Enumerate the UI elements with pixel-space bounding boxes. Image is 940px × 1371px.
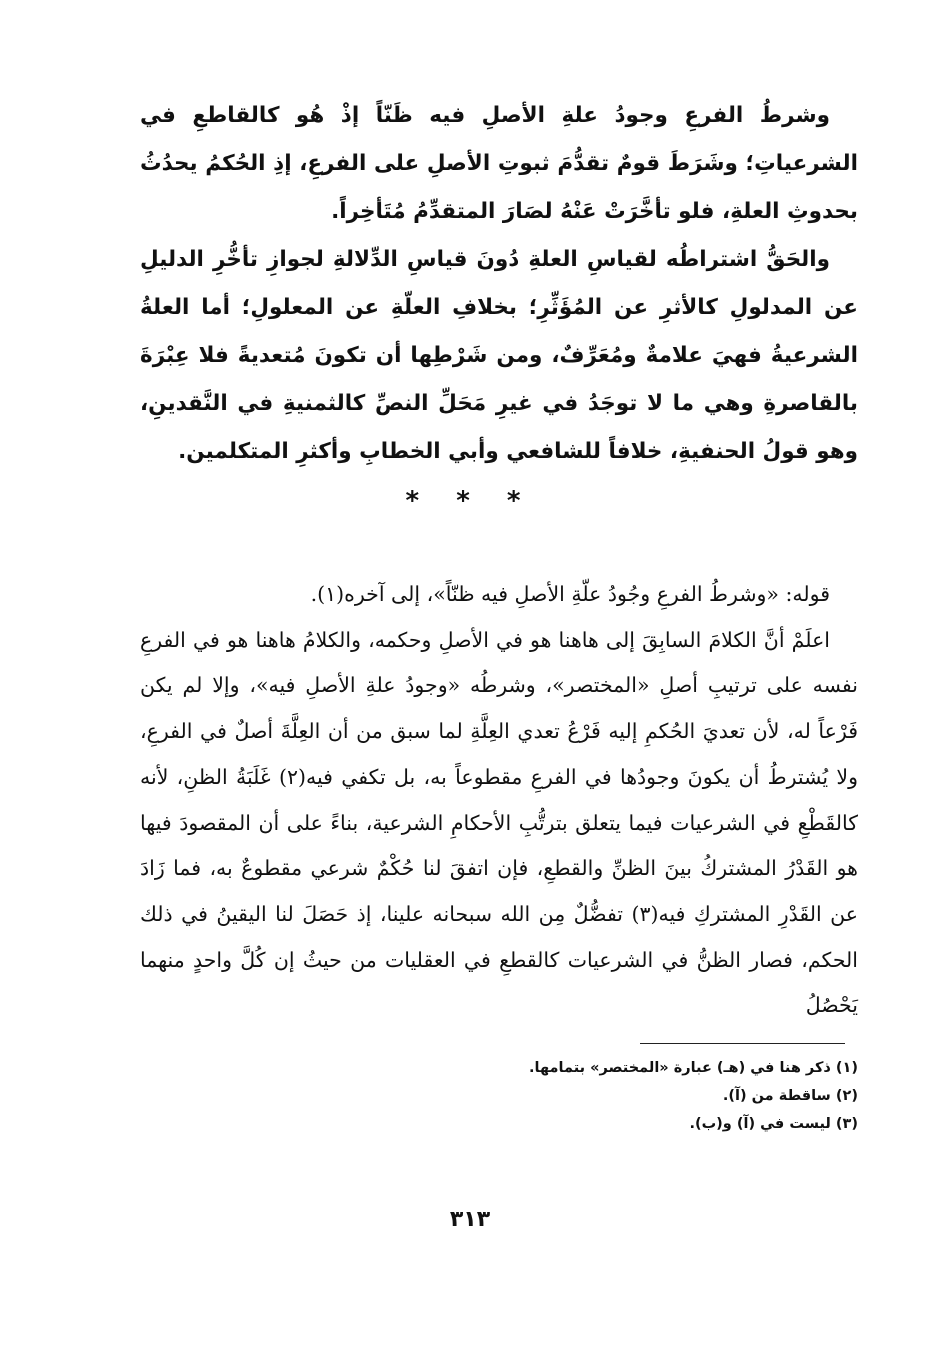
footnote-3: (٣) ليست في (آ) و(ب). [689, 1116, 858, 1132]
commentary-text-block [140, 572, 858, 1029]
footnote-2: (٢) ساقطة من (آ). [722, 1088, 858, 1104]
commentary-paragraph-2: اعلَمْ أنَّ الكلامَ السابِقَ إلى هاهنا هو في الأصلِ وحكمه، والكلامُ هاهنا هو في الفرعِ نفسه على ترتيبِ أصلِ «المختصر»، وشرطُه «وجودُ علةِ الأصلِ فيه»، وإلا لم يكن فَرْعاً له، لأن تعديَ الحُكمِ إليه فَرْعُ تعدي العِلَّةِ لما سبق من أن العِلَّةَ أصلٌ في الفرعِ، ولا يُشترطُ أن يكونَ وجودُها في الفرعِ مقطوعاً به، بل تكفي فيه(٢) غَلَبَةُ الظنِ، لأنه كالقَطْعِ في الشرعيات فيما يتعلق بترتُّبِ الأحكامِ الشرعية، بناءً على أن المقصودَ فيها هو القَدْرُ المشتركُ بينَ الظنِّ والقطعِ، فإن اتفقَ لنا حُكْمٌ شرعي مقطوعٌ به، فما زَادَ عن القَدْرِ المشتركِ فيه(٣) تفضُّلٌ مِن الله سبحانه علينا، إذ حَصَلَ لنا اليقينُ في ذلك الحكم، فصار الظنُّ في الشرعيات كالقطعِ في العقليات من حيثُ إن كُلَّ واحدٍ منهما يَحْصُلُ [140, 627, 858, 1018]
footnote-1: (١) ذكر هنا في (هـ) عبارة «المختصر» بتمامها. [529, 1060, 858, 1076]
page-number: ٣١٣ [449, 1207, 491, 1232]
section-separator: * * * [405, 486, 535, 516]
commentary-paragraph-1: قوله: «وشرطُ الفرعِ وجُودُ علّةِ الأصلِ فيه ظنّاً»، إلى آخره(١). [310, 582, 830, 606]
footnote-divider [640, 1043, 845, 1044]
matn-paragraph-2: والحَقُّ اشتراطُه لقياسِ العلةِ دُونَ قياسِ الدِّلالةِ لجوازِ تأخُّرِ الدليلِ عن المدلولِ كالأثرِ عن المُؤَثِّرِ؛ بخلافِ العلّةِ عن المعلولِ؛ أما العلةُ الشرعيةُ فهيَ علامةٌ ومُعَرِّفٌ، ومن شَرْطِها أن تكونَ مُتعديةً فلا عِبْرَةَ بالقاصرةِ وهي ما لا توجَدُ في غيرِ مَحَلِّ النصِّ كالثمنيةِ في النَّقدينِ، وهو قولُ الحنفيةِ، خلافاً للشافعي وأبي الخطابِ وأكثرِ المتكلمين. [140, 247, 858, 464]
matn-text-block [140, 92, 858, 476]
matn-paragraph-1: وشرطُ الفرعِ وجودُ علةِ الأصلِ فيه ظَنّاً إذْ هُو كالقاطعِ في الشرعياتِ؛ وشَرَطَ قومٌ تقدُّمَ ثبوتِ الأصلِ على الفرعِ، إذِ الحُكمُ يحدُثُ بحدوثِ العلةِ، فلو تأخَّرَتْ عَنْهُ لصَارَ المتقدِّمُ مُتَأخِراً. [140, 103, 858, 224]
footnotes [140, 1054, 858, 1138]
